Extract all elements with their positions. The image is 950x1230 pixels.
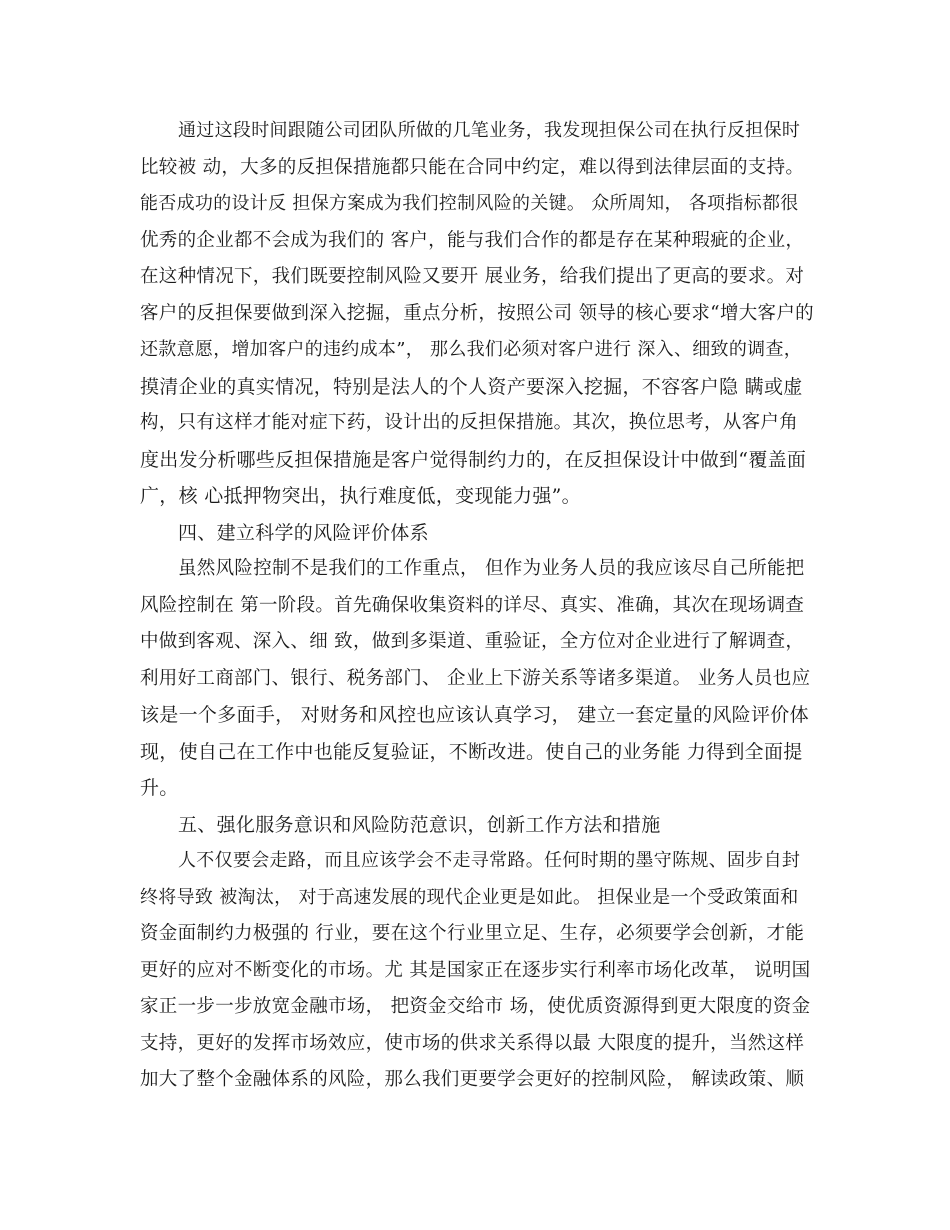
paragraph-line: 支持，更好的发挥市场效应，使市场的供求关系得以最 大限度的提升，当然这样 [140, 1033, 805, 1054]
paragraph-line: 升。 [140, 777, 179, 799]
paragraph-line: 该是一个多面手， 对财务和风控也应该认真学习， 建立一套定量的风险评价体 [140, 704, 809, 726]
paragraph-line: 构，只有这样才能对症下药，设计出的反担保措施。其次，换位思考，从客户角 [140, 412, 799, 433]
paragraph-line: 现，使自己在工作中也能反复验证，不断改进。使自己的业务能 力得到全面提 [140, 741, 803, 763]
paragraph-line: 加大了整个金融体系的风险，那么我们更要学会更好的控制风险， 解读政策、顺 [140, 1069, 805, 1090]
paragraph-line: 客户的反担保要做到深入挖掘，重点分析，按照公司 领导的核心要求“增大客户的 [140, 303, 814, 324]
paragraph-line: 中做到客观、深入、细 致，做到多渠道、重验证，全方位对企业进行了解调查， [140, 631, 805, 652]
paragraph-line: 资金面制约力极强的 行业，要在这个行业里立足、生存，必须要学会创新，才能 [140, 923, 805, 944]
paragraph-line: 终将导致 被淘汰， 对于高速发展的现代企业更是如此。 担保业是一个受政策面和 [140, 887, 799, 908]
paragraph-line: 家正一步一步放宽金融市场， 把资金交给市 场，使优质资源得到更大限度的资金 [140, 996, 811, 1017]
paragraph-line: 摸清企业的真实情况，特别是法人的个人资产要深入挖掘，不容客户隐 瞒或虚 [140, 376, 803, 398]
paragraph-line: 利用好工商部门、银行、税务部门、 企业上下游关系等诸多渠道。 业务人员也应 [140, 668, 811, 689]
paragraph-line: 风险控制在 第一阶段。首先确保收集资料的详尽、真实、准确，其次在现场调查 [140, 595, 805, 616]
paragraph-line: 虽然风险控制不是我们的工作重点， 但作为业务人员的我应该尽自己所能把 [178, 558, 805, 579]
paragraph-line: 度出发分析哪些反担保措施是客户觉得制约力的，在反担保设计中做到“覆盖面 [140, 449, 807, 471]
paragraph-line: 能否成功的设计反 担保方案成为我们控制风险的关键。 众所周知， 各项指标都很 [140, 193, 799, 214]
section-heading: 四、建立科学的风险评价体系 [178, 522, 429, 544]
paragraph-line: 还款意愿，增加客户的违约成本”， 那么我们必须对客户进行 深入、细致的调查， [140, 339, 803, 360]
paragraph-line: 比较被 动，大多的反担保措施都只能在合同中约定，难以得到法律层面的支持。 [140, 157, 805, 178]
paragraph-line: 人不仅要会走路，而且应该学会不走寻常路。任何时期的墨守陈规、固步自封 [178, 850, 801, 871]
paragraph-line: 在这种情况下，我们既要控制风险又要开 展业务，给我们提出了更高的要求。对 [140, 266, 805, 287]
paragraph-line: 优秀的企业都不会成为我们的 客户，能与我们合作的都是存在某种瑕疵的企业， [140, 230, 805, 251]
paragraph-line: 广，核 心抵押物突出，执行难度低，变现能力强”。 [140, 485, 581, 507]
paragraph-line: 通过这段时间跟随公司团队所做的几笔业务，我发现担保公司在执行反担保时 [178, 120, 801, 141]
paragraph-line: 更好的应对不断变化的市场。尤 其是国家正在逐步实行利率市场化改革， 说明国 [140, 960, 811, 981]
section-heading: 五、强化服务意识和风险防范意识，创新工作方法和措施 [178, 814, 661, 836]
